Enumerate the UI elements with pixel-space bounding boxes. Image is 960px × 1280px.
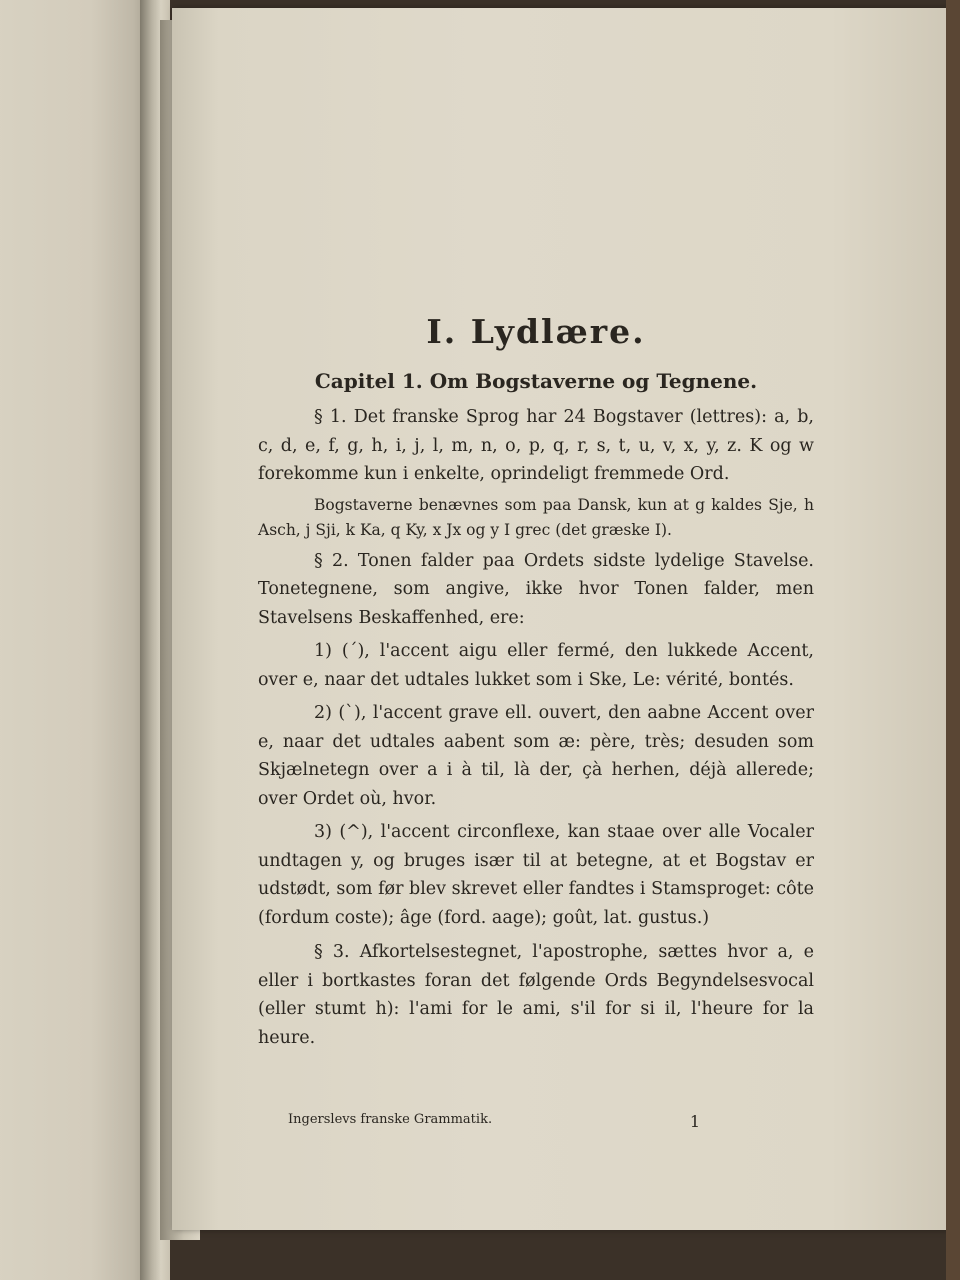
running-footer-title: Ingerslevs franske Grammatik. — [288, 1112, 493, 1127]
left-page — [0, 0, 158, 1280]
chapter-title: Capitel 1. Om Bogstaverne og Tegnene. — [314, 369, 758, 393]
accent-grave-item: 2) (`), l'accent grave ell. ouvert, den aabne Accent over e, naar det udtales aabent som æ: père, très; desuden som Skjælnetegn over a i à til, là der, çà herhen, déjà allerede; over Ordet où, hvor. — [258, 703, 814, 809]
page-body — [258, 300, 814, 1052]
page-footer — [288, 1112, 700, 1131]
paragraph-3: § 3. Afkortelsestegnet, l'apostrophe, sættes hvor a, e eller i bortkastes foran det følgende Ords Begyndelsesvocal (eller stumt h): l'ami for le ami, s'il for si il, l'heure for la heure. — [258, 942, 814, 1048]
book-cover-edge — [946, 0, 960, 1280]
accent-aigu-item: 1) (´), l'accent aigu eller fermé, den lukkede Accent, over e, naar det udtales lukket som i Ske, Le: vérité, bontés. — [258, 641, 814, 690]
accent-circonflexe-item: 3) (^), l'accent circonflexe, kan staae over alle Vocaler undtagen y, og bruges især til at betegne, at et Bogstav er udstødt, som før blev skrevet eller fandtes i Stamsproget: côte (fordum coste); âge (ford. aage); goût, lat. gustus.) — [258, 822, 814, 928]
paragraph-1: § 1. Det franske Sprog har 24 Bogstaver (lettres): a, b, c, d, e, f, g, h, i, j, l, m, n, o, p, q, r, s, t, u, v, x, y, z. K og w forekomme kun i enkelte, oprindeligt fremmede Ord. — [258, 407, 814, 484]
page-number: 1 — [689, 1112, 700, 1131]
paragraph-2: § 2. Tonen falder paa Ordets sidste lydelige Stavelse. Tonetegnene, som angive, ikke hvor Tonen falder, men Stavelsens Beskaffenhed, ere: — [258, 550, 814, 628]
paragraph-letter-names: Bogstaverne benævnes som paa Dansk, kun at g kaldes Sje, h Asch, j Sji, k Ka, q Ky, x Jx og y I grec (det græske I). — [258, 495, 814, 539]
part-title: I. Lydlære. — [426, 312, 646, 351]
